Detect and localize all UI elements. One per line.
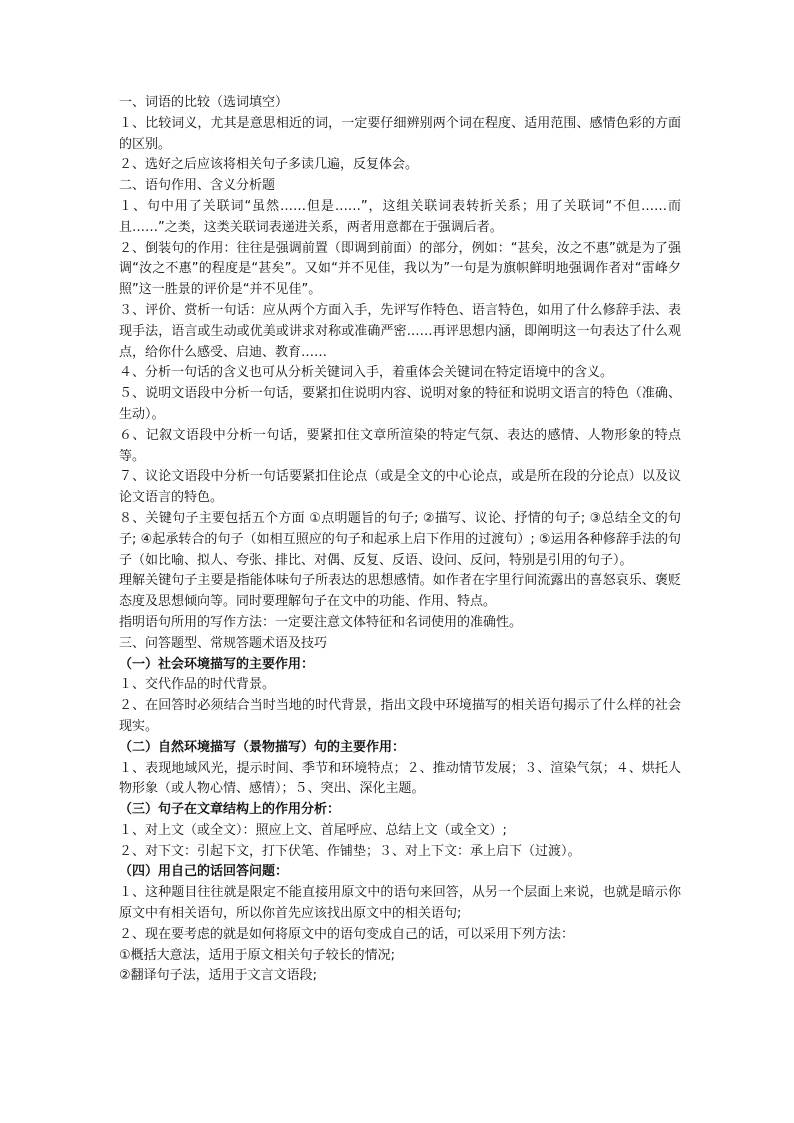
paragraph: ６、记叙文语段中分析一句话，要紧扣住文章所渲染的特定气氛、表达的感情、人物形象的特点等。 (119, 427, 681, 464)
paragraph: ２、在回答时必须结合当时当地的时代背景，指出文段中环境描写的相关语句揭示了什么样的社会现实。 (119, 698, 681, 734)
paragraph: ５、说明文语段中分析一句话，要紧扣住说明内容、说明对象的特征和说明文语言的特色（准确、生动）。 (119, 386, 681, 422)
paragraph: ７、议论文语段中分析一句话要紧扣住论点（或是全文的中心论点，或是所在段的分论点）以及议论文语言的特色。 (119, 469, 681, 506)
paragraph: ②翻译句子法，适用于文言文语段; (119, 968, 318, 984)
section-heading: 一、词语的比较（选词填空） (119, 95, 289, 110)
paragraph: ２、选好之后应该将相关句子多读几遍，反复体会。 (119, 157, 419, 173)
paragraph: ２、对下文：引起下文，打下伏笔、作铺垫；３、对上下文：承上启下（过渡）。 (119, 843, 581, 859)
paragraph: 理解关键句子主要是指能体味句子所表达的思想感情。如作者在字里行间流露出的喜怒哀乐、褒贬态度及思想倾向等。同时要理解句子在文中的功能、作用、特点。 (119, 573, 681, 610)
paragraph: １、表现地域风光，提示时间、季节和环境特点；２、推动情节发展；３、渲染气氛；４、烘托人物形象（或人物心情、感情）；５、突出、深化主题。 (119, 760, 681, 797)
paragraph: ２、倒装句的作用：往往是强调前置（即调到前面）的部分，例如：“甚矣，汝之不惠”就是为了强调“汝之不惠”的程度是“甚矣”。又如“并不见佳，我以为”一句是为旗帜鲜明地强调作者对“雷峰夕照”这一胜景的评价是“并不见佳”。 (119, 240, 681, 298)
subsection-heading: （四）用自己的话回答问题： (119, 864, 289, 880)
paragraph: １、交代作品的时代背景。 (119, 677, 276, 693)
subsection-heading: （一）社会环境描写的主要作用： (119, 656, 315, 672)
paragraph: ８、关键句子主要包括五个方面 ①点明题旨的句子; ②描写、议论、抒情的句子; ③总结全文的句子; ④起承转合的句子（如相互照应的句子和起承上启下作用的过渡句）; ⑤运用各种修辞手法的句子（如比喻、拟人、夸张、排比、对偶、反复、反语、设问、反问，特别是引用的句子）。 (119, 510, 681, 568)
paragraph: １、句中用了关联词“虽然……但是……”，这组关联词表转折关系；用了关联词“不但……而且……”之类，这类关联词表递进关系，两者用意都在于强调后者。 (119, 198, 681, 235)
paragraph: ①概括大意法，适用于原文相关句子较长的情况; (119, 947, 396, 963)
paragraph: １、比较词义，尤其是意思相近的词，一定要仔细辨别两个词在程度、适用范围、感情色彩的方面的区别。 (119, 115, 681, 152)
paragraph: ２、现在要考虑的就是如何将原文中的语句变成自己的话，可以采用下列方法： (119, 926, 575, 942)
section-heading: 二、语句作用、含义分析题 (119, 178, 276, 194)
subsection-heading: （三）句子在文章结构上的作用分析： (119, 802, 341, 818)
paragraph: １、这种题目往往就是限定不能直接用原文中的语句来回答，从另一个层面上来说，也就是暗示你原文中有相关语句，所以你首先应该找出原文中的相关语句; (119, 885, 681, 922)
section-heading: 三、问答题型、常规答题术语及技巧 (119, 635, 328, 651)
document-page (119, 93, 681, 987)
paragraph: １、对上文（或全文）：照应上文、首尾呼应、总结上文（或全文）; (119, 822, 507, 838)
paragraph: ３、评价、赏析一句话：应从两个方面入手，先评写作特色、语言特色，如用了什么修辞手法、表现手法，语言或生动或优美或讲求对称或准确严密……再评思想内涵，即阐明这一句表达了什么观点，给你什么感受、启迪、教育…… (119, 302, 681, 360)
paragraph: 指明语句所用的写作方法：一定要注意文体特征和名词使用的准确性。 (119, 614, 523, 630)
paragraph: ４、分析一句话的含义也可从分析关键词入手，着重体会关键词在特定语境中的含义。 (119, 365, 614, 381)
subsection-heading: （二）自然环境描写（景物描写）句的主要作用： (119, 739, 406, 755)
